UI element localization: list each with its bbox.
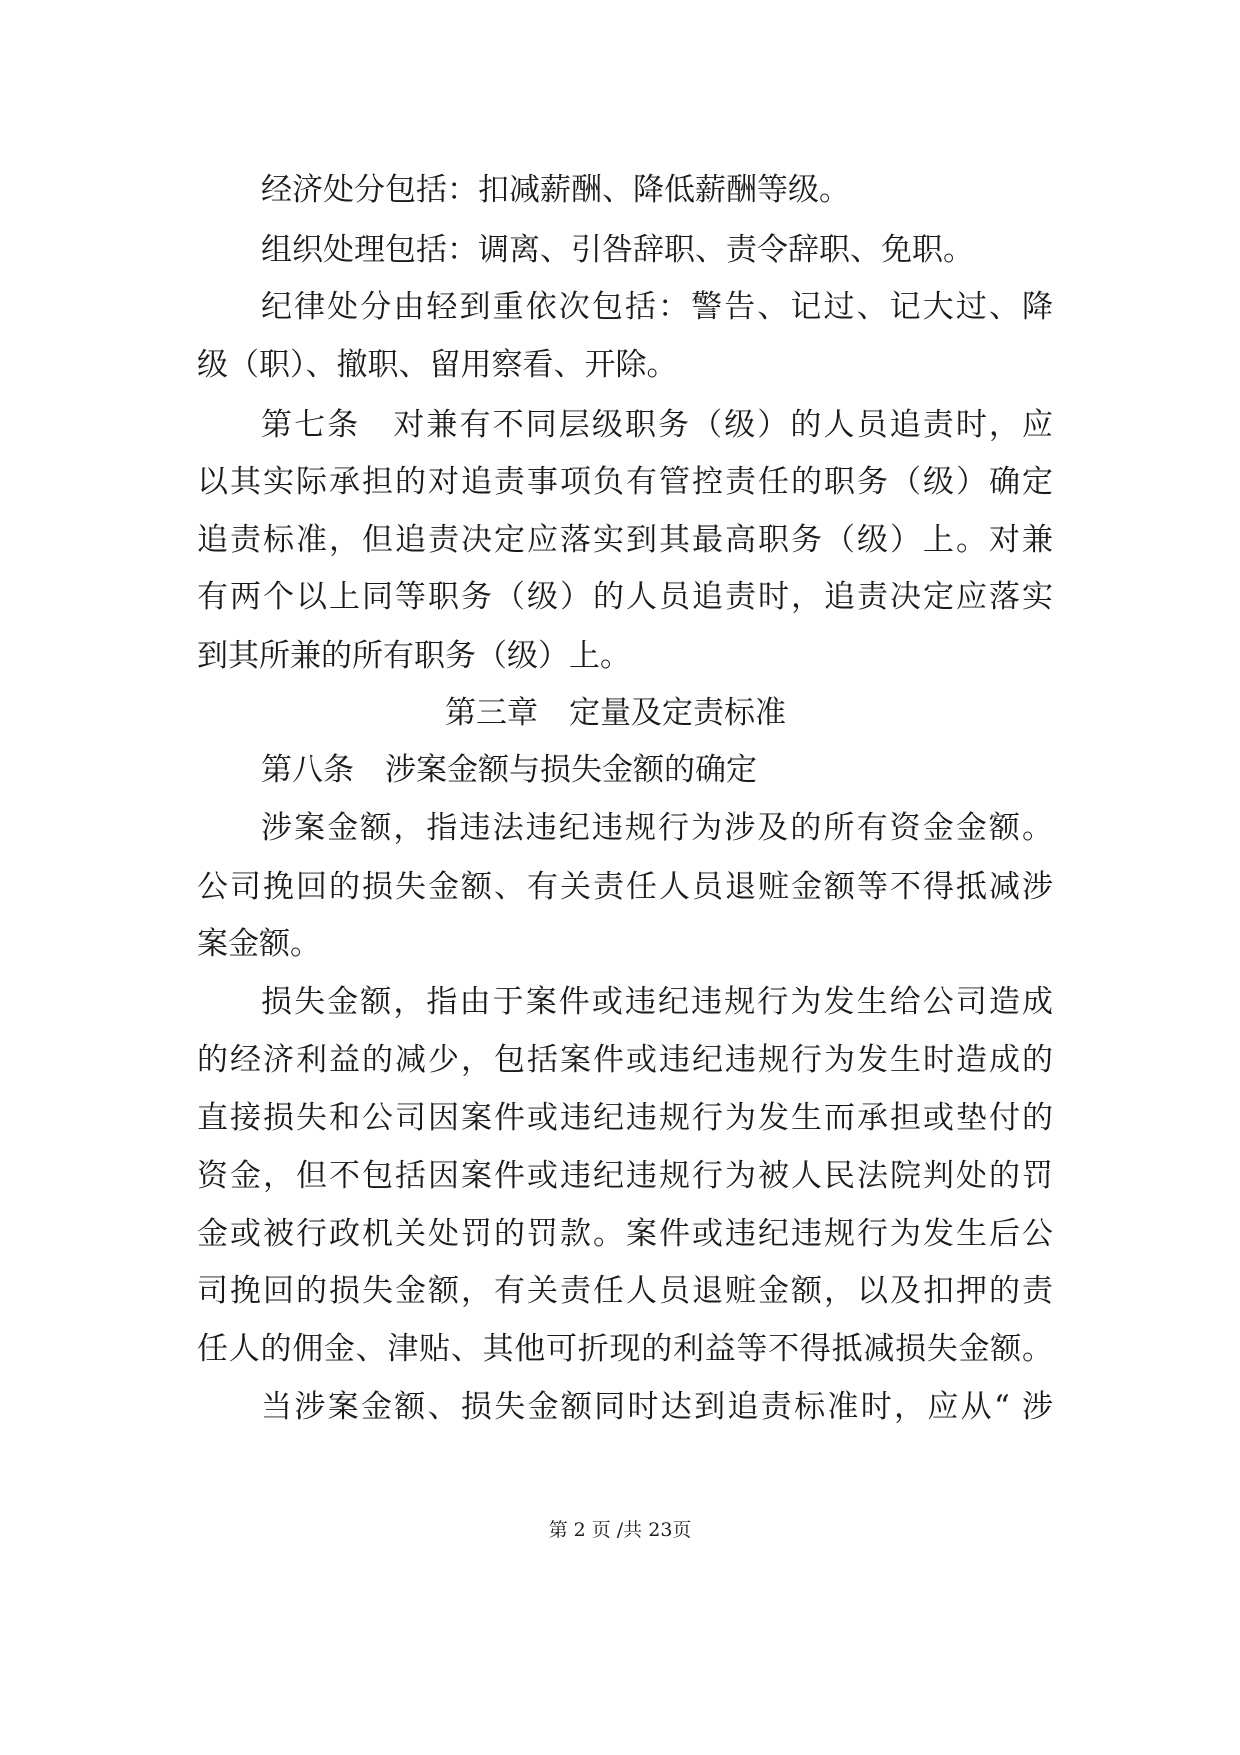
chapter-heading: 第三章 定量及定责标准	[445, 695, 786, 731]
article-8-heading: 第八条 涉案金额与损失金额的确定	[261, 752, 757, 788]
page-number-footer: 第 2 页 /共 23页	[548, 1519, 692, 1541]
paragraph-line: 的经济利益的减少，包括案件或违纪违规行为发生时造成的	[197, 1042, 1053, 1078]
paragraph-line: 当涉案金额、损失金额同时达到追责标准时，应从“ 涉	[261, 1389, 1053, 1425]
paragraph-line: 级（职）、撤职、留用察看、开除。	[197, 347, 678, 383]
paragraph-line: 公司挽回的损失金额、有关责任人员退赃金额等不得抵减涉	[197, 869, 1053, 905]
paragraph-line: 以其实际承担的对追责事项负有管控责任的职务（级）确定	[197, 464, 1053, 500]
paragraph-line: 有两个以上同等职务（级）的人员追责时，追责决定应落实	[197, 579, 1053, 615]
paragraph-line: 纪律处分由轻到重依次包括：警告、记过、记大过、降	[261, 289, 1053, 325]
paragraph-line: 案金额。	[197, 926, 321, 962]
paragraph-line: 司挽回的损失金额，有关责任人员退赃金额，以及扣押的责	[197, 1273, 1053, 1309]
paragraph-line: 损失金额，指由于案件或违纪违规行为发生给公司造成	[261, 984, 1053, 1020]
article-7-line: 第七条 对兼有不同层级职务（级）的人员追责时，应	[261, 407, 1053, 443]
paragraph-line: 直接损失和公司因案件或违纪违规行为发生而承担或垫付的	[197, 1100, 1053, 1136]
paragraph-line: 资金，但不包括因案件或违纪违规行为被人民法院判处的罚	[197, 1158, 1053, 1194]
paragraph-line: 组织处理包括：调离、引咎辞职、责令辞职、免职。	[261, 232, 974, 268]
paragraph-line: 涉案金额，指违法违纪违规行为涉及的所有资金金额。	[261, 810, 1053, 846]
paragraph-line: 到其所兼的所有职务（级）上。	[197, 638, 631, 674]
paragraph-line: 任人的佣金、津贴、其他可折现的利益等不得抵减损失金额。	[197, 1331, 1053, 1367]
paragraph-line: 追责标准，但追责决定应落实到其最高职务（级）上。对兼	[197, 522, 1053, 558]
paragraph-line: 经济处分包括：扣减薪酬、降低薪酬等级。	[261, 172, 850, 208]
paragraph-line: 金或被行政机关处罚的罚款。案件或违纪违规行为发生后公	[197, 1216, 1053, 1252]
